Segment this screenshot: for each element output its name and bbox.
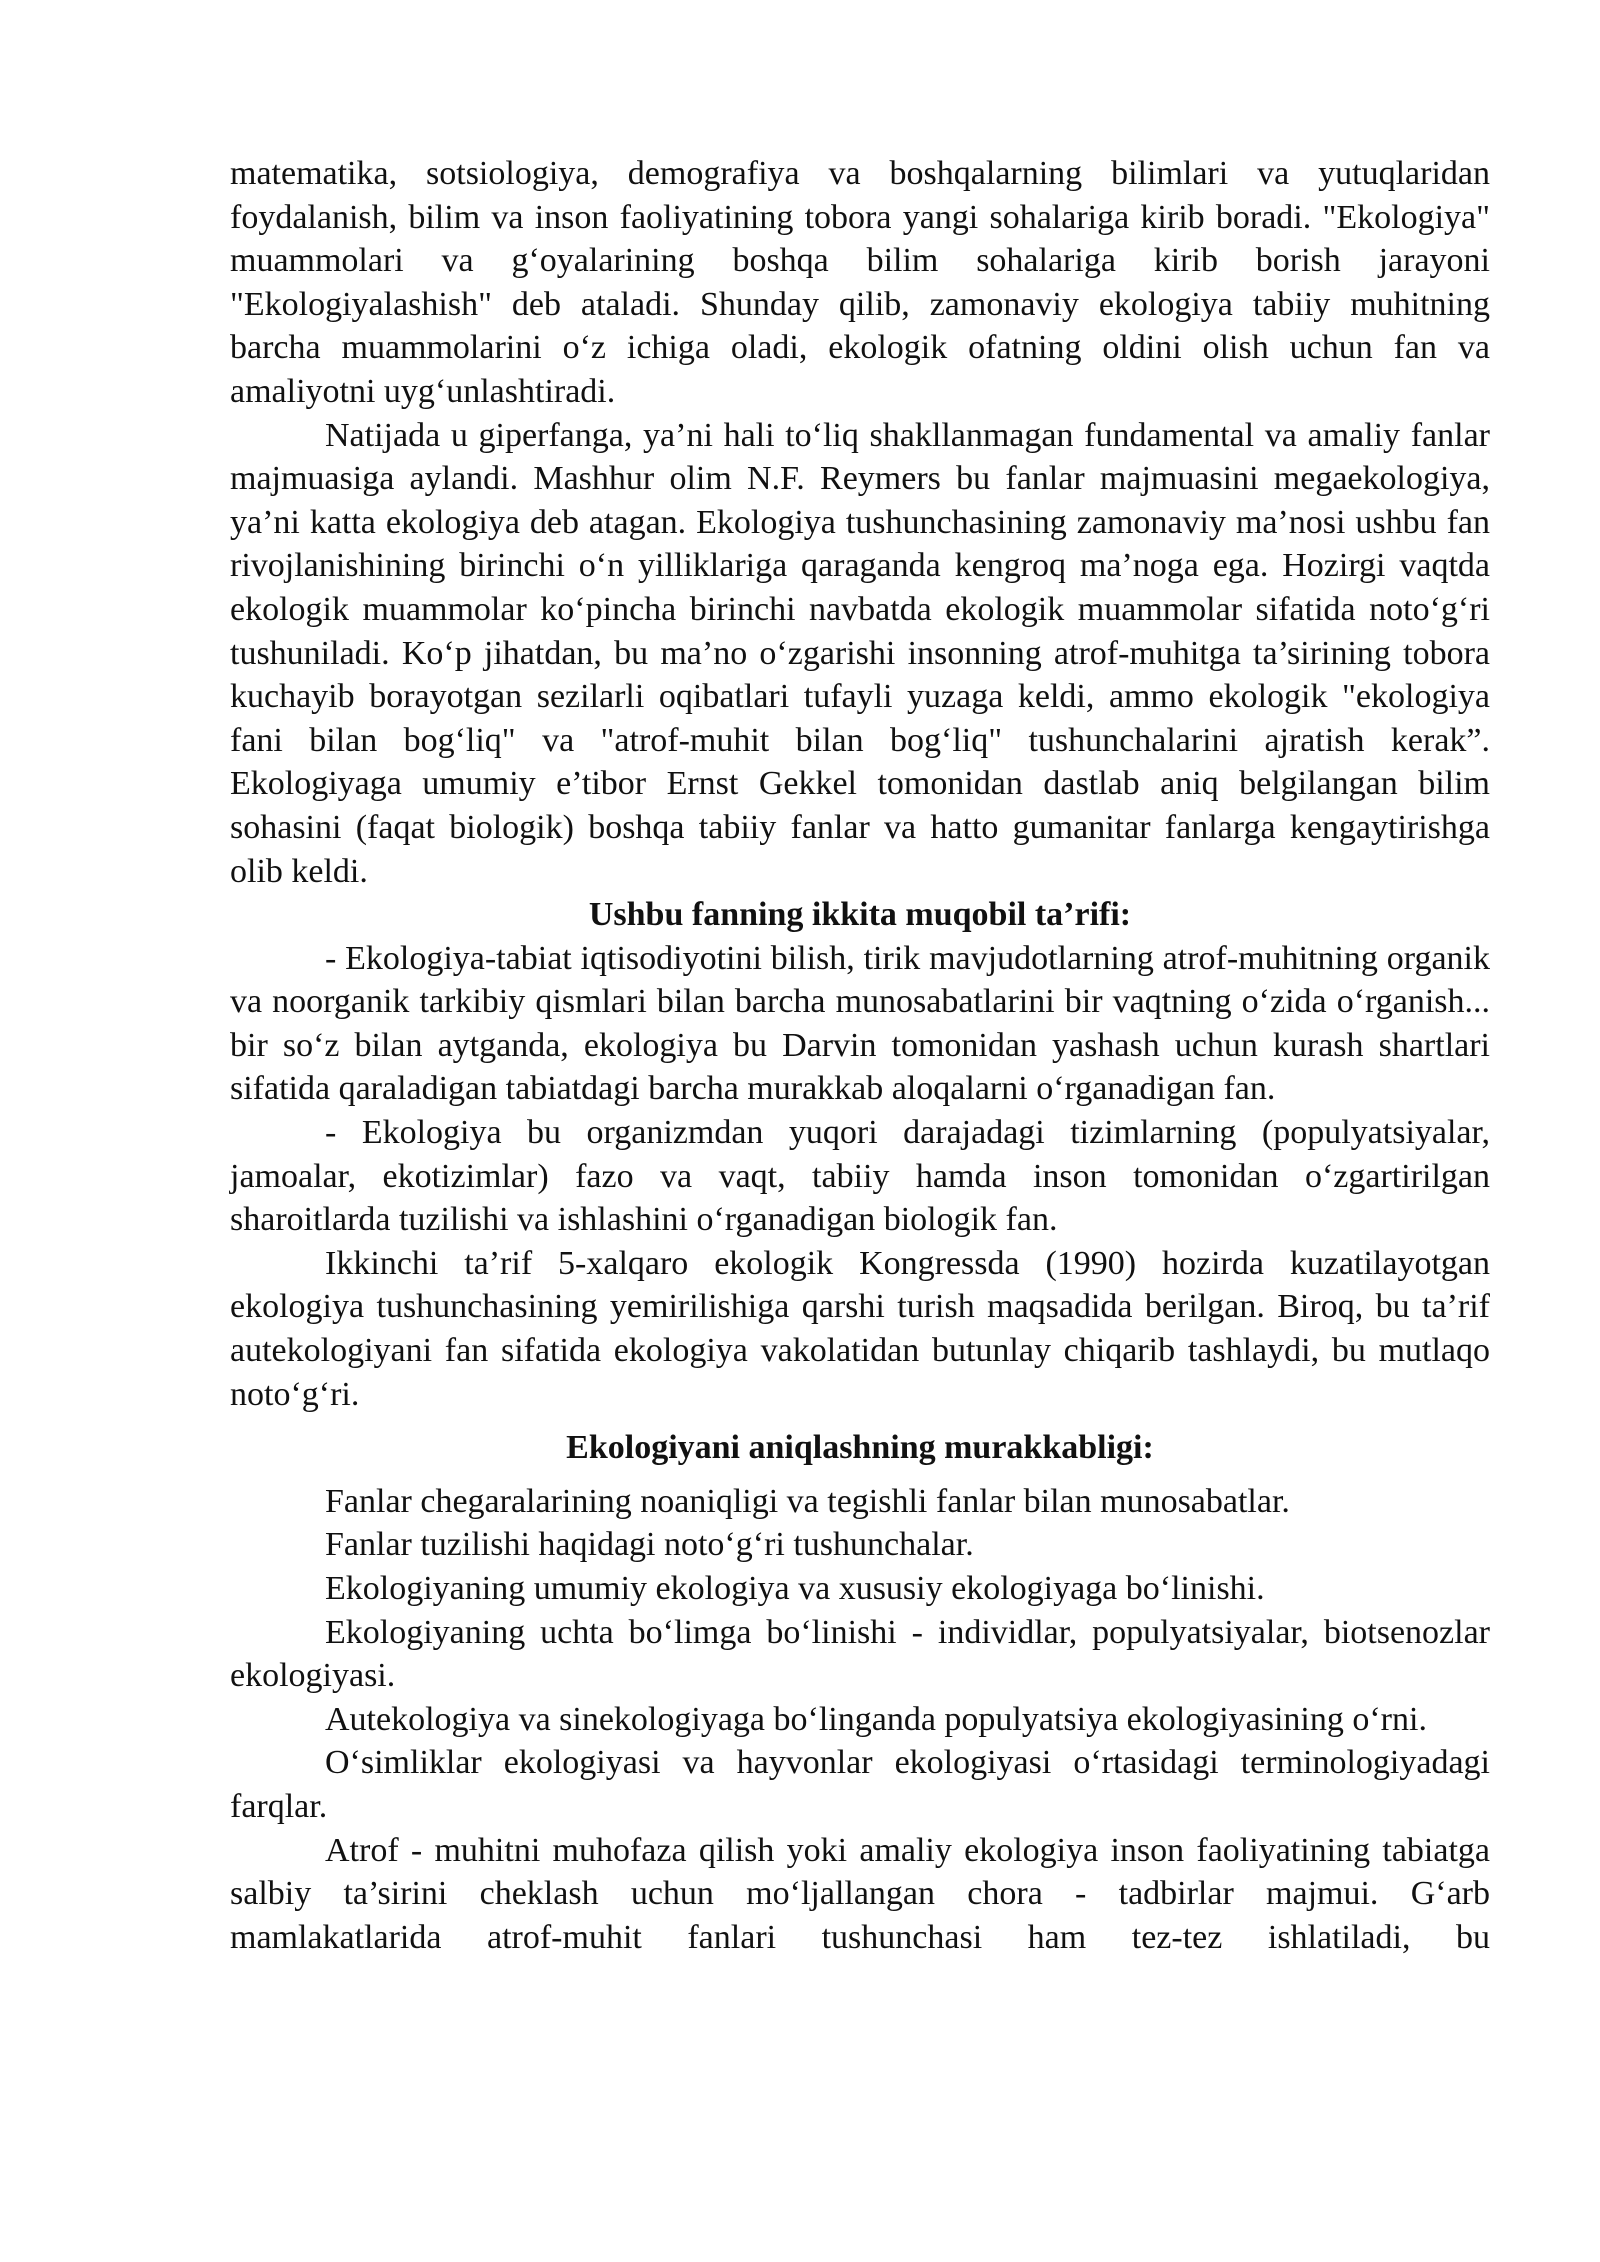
complexity-item-2: Fanlar tuzilishi haqidagi noto‘g‘ri tushunchalar. — [325, 1526, 974, 1564]
intro-paragraph-2: Natijada u giperfanga, ya’ni hali to‘liq shakllanmagan fundamental va amaliy fanlar majmuasiga aylandi. Mashhur olim N.F. Reymers bu fanlar majmuasini megaekologiya, ya’ni katta ekologiya deb atagan. Ekologiya tushunchasining zamonaviy ma’nosi ushbu fan rivojlanishining birinchi o‘n yilliklariga qaraganda kengroq ma’noga ega. Hozirgi vaqtda ekologik muammolar ko‘pincha birinchi navbatda ekologik muammolar sifatida noto‘g‘ri tushuniladi. Ko‘p jihatdan, bu ma’no o‘zgarishi insonning atrof-muhitga ta’sirining tobora kuchayib borayotgan sezilarli oqibatlari tufayli yuzaga keldi, ammo ekologik "ekologiya fani bilan bog‘liq" va "atrof-muhit bilan bog‘liq" tushunchalarini ajratish kerak”. Ekologiyaga umumiy e’tibor Ernst Gekkel tomonidan dastlab aniq belgilangan bilim sohasini (faqat biologik) boshqa tabiiy fanlar va hatto gumanitar fanlarga kengaytirishga olib keldi. — [230, 416, 1490, 890]
definition-paragraph-1: - Ekologiya-tabiat iqtisodiyotini bilish, tirik mavjudotlarning atrof-muhitning organik va noorganik tarkibiy qismlari bilan barcha munosabatlarini bir vaqtning o‘zida o‘rganish... bir so‘z bilan aytganda, ekologiya bu Darvin tomonidan yashash uchun kurash shartlari sifatida qaraladigan tabiatdagi barcha murakkab aloqalarni o‘rganadigan fan. — [230, 939, 1490, 1108]
complexity-item-1: Fanlar chegaralarining noaniqligi va tegishli fanlar bilan munosabatlar. — [325, 1482, 1290, 1520]
section-heading-complexity: Ekologiyani aniqlashning murakkabligi: — [566, 1429, 1154, 1467]
complexity-item-6: O‘simliklar ekologiyasi va hayvonlar ekologiyasi o‘rtasidagi terminologiyadagi farqlar. — [230, 1744, 1490, 1825]
complexity-item-5: Autekologiya va sinekologiyaga bo‘linganda populyatsiya ekologiyasining o‘rni. — [325, 1700, 1427, 1738]
definition-paragraph-2: - Ekologiya bu organizmdan yuqori darajadagi tizimlarning (populyatsiyalar, jamoalar, ekotizimlar) fazo va vaqt, tabiiy hamda inson tomonidan o‘zgartirilgan sharoitlarda tuzilishi va ishlashini o‘rganadigan biologik fan. — [230, 1114, 1490, 1239]
complexity-item-4: Ekologiyaning uchta bo‘limga bo‘linishi - individlar, populyatsiyalar, biotsenozlar ekologiyasi. — [230, 1613, 1490, 1695]
intro-paragraph-1: matematika, sotsiologiya, demografiya va boshqalarning bilimlari va yutuqlaridan foydalanish, bilim va inson faoliyatining tobora yangi sohalariga kirib boradi. "Ekologiya" muammolari va g‘oyalarining boshqa bilim sohalariga kirib borish jarayoni "Ekologiyalashish" deb ataladi. Shunday qilib, zamonaviy ekologiya tabiiy muhitning barcha muammolarini o‘z ichiga oladi, ekologik ofatning oldini olish uchun fan va amaliyotni uyg‘unlashtiradi. — [230, 155, 1490, 410]
section-heading-definitions: Ushbu fanning ikkita muqobil ta’rifi: — [588, 896, 1132, 934]
document-page — [230, 152, 1490, 1959]
complexity-item-7: Atrof - muhitni muhofaza qilish yoki amaliy ekologiya inson faoliyatining tabiatga salbiy ta’sirini cheklash uchun mo‘ljallangan chora - tadbirlar majmui. G‘arb mamlakatlarida atrof-muhit fanlari tushunchasi ham tez-tez ishlatiladi, bu — [230, 1831, 1490, 1956]
definition-paragraph-3: Ikkinchi ta’rif 5-xalqaro ekologik Kongressda (1990) hozirda kuzatilayotgan ekologiya tushunchasining yemirilishiga qarshi turish maqsadida berilgan. Biroq, bu ta’rif autekologiyani fan sifatida ekologiya vakolatidan butunlay chiqarib tashlaydi, bu mutlaqo noto‘g‘ri. — [230, 1244, 1490, 1413]
complexity-item-3: Ekologiyaning umumiy ekologiya va xususiy ekologiyaga bo‘linishi. — [325, 1570, 1265, 1607]
